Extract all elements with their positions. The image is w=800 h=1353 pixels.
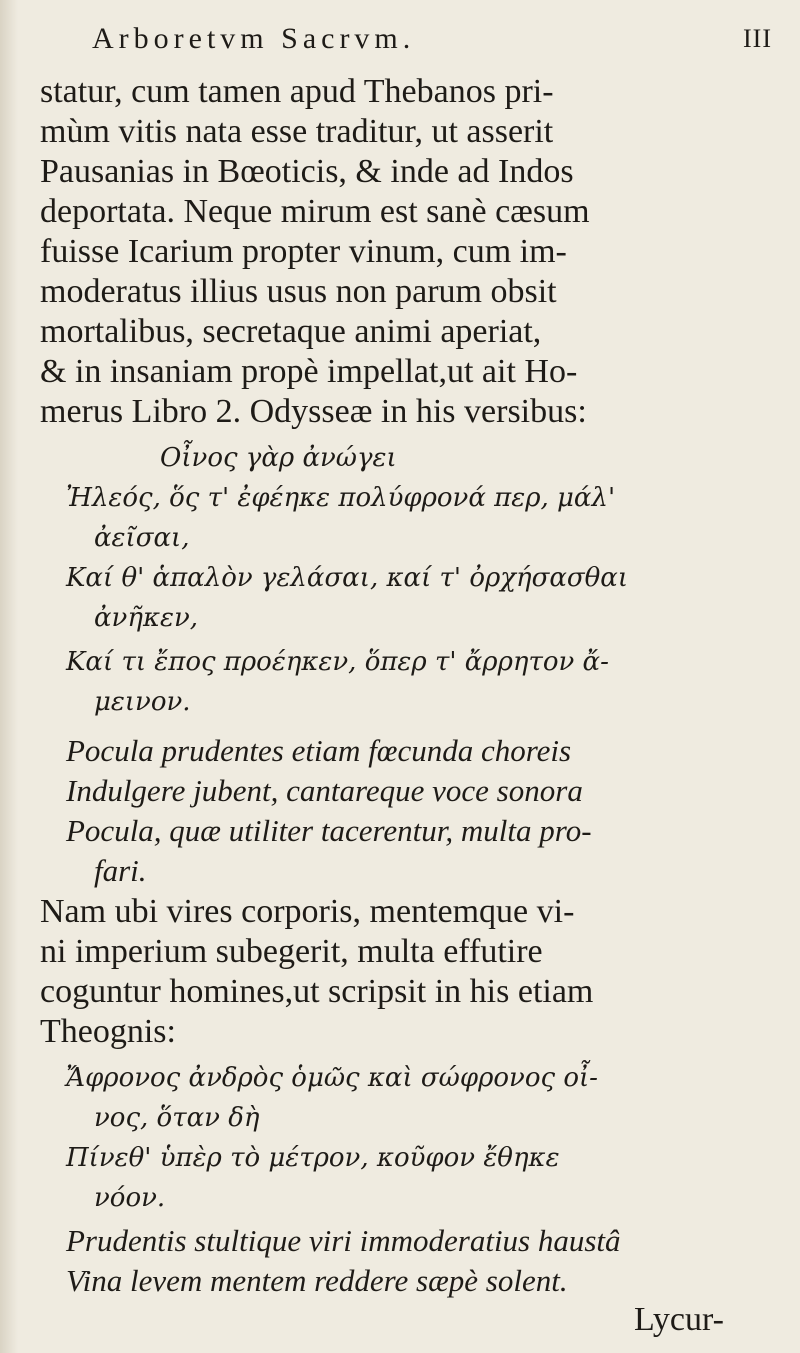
latin-verse-line: Prudentis stultique viri immoderatius haustâ bbox=[66, 1223, 621, 1258]
page-number: III bbox=[743, 24, 772, 53]
text-line: mortalibus, secretaque animi aperiat, bbox=[40, 313, 542, 350]
latin-verse-line: fari. bbox=[94, 853, 147, 888]
latin-verse-line: Indulgere jubent, cantareque voce sonora bbox=[66, 773, 583, 808]
text-line: coguntur homines,ut scripsit in his etiam bbox=[40, 973, 594, 1010]
latin-verse-line: Pocula prudentes etiam fœcunda choreis bbox=[66, 733, 572, 768]
running-title: Arboretvm Sacrvm. bbox=[92, 22, 416, 55]
page-gutter-shadow bbox=[0, 0, 18, 1353]
text-line: ni imperium subegerit, multa effutire bbox=[40, 933, 543, 970]
greek-verse-line: Καί θ' ἁπαλὸν γελάσαι, καί τ' ὀρχήσασθαι bbox=[66, 563, 629, 593]
running-header bbox=[92, 22, 782, 66]
greek-verse-line: Οἶνος γὰρ ἀνώγει bbox=[160, 443, 397, 473]
latin-verse-line: Vina levem mentem reddere sæpè solent. bbox=[66, 1263, 568, 1298]
catchword: Lycur- bbox=[634, 1301, 724, 1338]
latin-verse-line: Pocula, quæ utiliter tacerentur, multa pro- bbox=[66, 813, 592, 848]
greek-verse-line: Πίνεθ' ὑπὲρ τὸ μέτρον, κοῦφον ἔθηκε bbox=[66, 1143, 560, 1173]
greek-verse-line: ἀεῖσαι, bbox=[94, 523, 190, 553]
greek-verse-line: Καί τι ἔπος προέηκεν, ὅπερ τ' ἄρρητον ἄ- bbox=[66, 647, 609, 677]
greek-verse-line: νόον. bbox=[94, 1183, 166, 1213]
text-line: & in insaniam propè impellat,ut ait Ho- bbox=[40, 353, 578, 390]
text-line: Nam ubi vires corporis, mentemque vi- bbox=[40, 893, 575, 930]
text-line: merus Libro 2. Odysseæ in his versibus: bbox=[40, 393, 587, 430]
greek-verse-line: νος, ὅταν δὴ bbox=[94, 1103, 260, 1133]
greek-verse-line: Ἠλεός, ὅς τ' ἐφέηκε πολύφρονά περ, μάλ' bbox=[66, 483, 616, 513]
text-line: Theognis: bbox=[40, 1013, 176, 1050]
text-line: Pausanias in Bœoticis, & inde ad Indos bbox=[40, 153, 574, 190]
text-line: statur, cum tamen apud Thebanos pri- bbox=[40, 73, 554, 110]
text-line: moderatus illius usus non parum obsit bbox=[40, 273, 557, 310]
greek-verse-line: ἀνῆκεν, bbox=[94, 603, 199, 633]
text-line: deportata. Neque mirum est sanè cæsum bbox=[40, 193, 590, 230]
greek-verse-line: Ἄφρονος ἀνδρὸς ὁμῶς καὶ σώφρονος οἶ- bbox=[66, 1063, 598, 1093]
greek-verse-line: μεινον. bbox=[94, 687, 191, 717]
text-line: fuisse Icarium propter vinum, cum im- bbox=[40, 233, 567, 270]
text-line: mùm vitis nata esse traditur, ut asserit bbox=[40, 113, 554, 150]
